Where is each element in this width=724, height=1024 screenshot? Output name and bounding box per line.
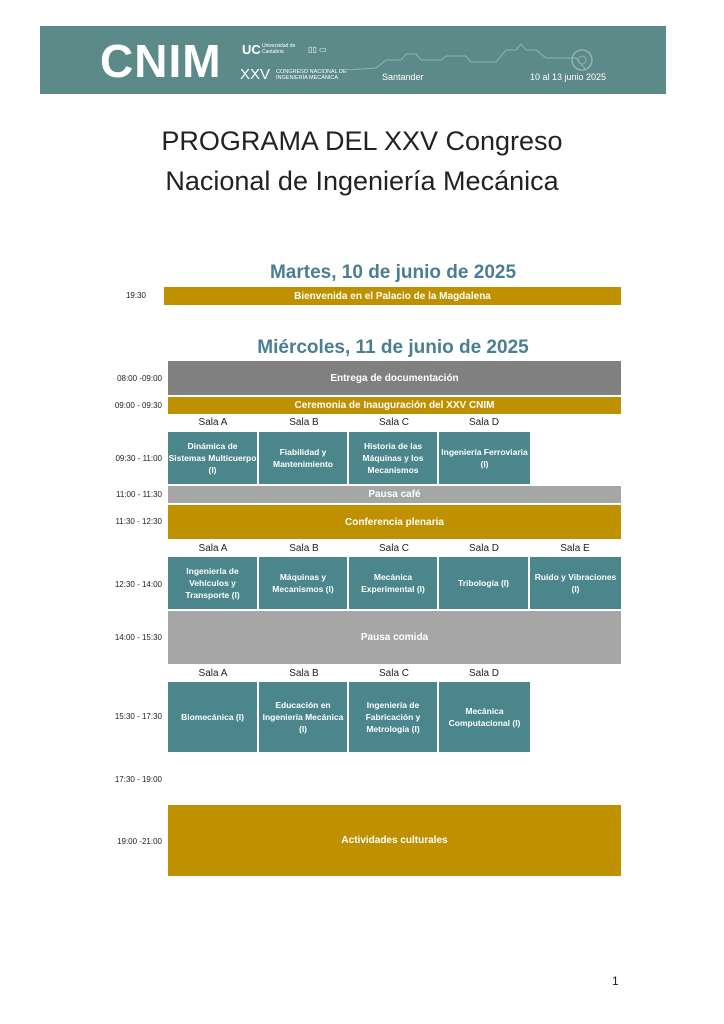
sala-c-label: Sala C <box>378 543 409 554</box>
city-label: Santander <box>382 72 424 82</box>
time-1130: 11:30 - 12:30 <box>115 517 162 526</box>
day1-title: Martes, 10 de junio de 2025 <box>269 262 517 283</box>
time-0800: 08:00 -09:00 <box>117 374 162 383</box>
time-1400: 14:00 - 15:30 <box>114 633 162 642</box>
session3-sala-c: Ingeniería de Fabricación y Metrología (I) <box>349 682 437 752</box>
sala-d-label: Sala D <box>468 543 499 554</box>
time-0930: 09:30 - 11:00 <box>115 454 162 463</box>
sala-c-label: Sala C <box>378 668 409 679</box>
time-1530: 15:30 - 17:30 <box>114 712 162 721</box>
sala-d-label: Sala D <box>468 417 499 428</box>
sala-a-label: Sala A <box>198 668 228 679</box>
session1-sala-b: Fiabilidad y Mantenimiento <box>259 432 347 484</box>
session1-sala-c: Historia de las Máquinas y los Mecanismos <box>349 432 437 484</box>
congress-label: CONGRESO NACIONAL DE INGENIERÍA MECÁNICA <box>276 69 347 81</box>
event-registration: Entrega de documentación <box>168 361 621 395</box>
session3-sala-b: Educación en Ingeniería Mecánica (I) <box>259 682 347 752</box>
time-1100: 11:00 - 11:30 <box>116 490 162 499</box>
sala-a-label: Sala A <box>198 543 228 554</box>
sala-b-label: Sala B <box>289 543 319 554</box>
session1-sala-a: Dinámica de Sistemas Multicuerpo (I) <box>168 432 257 484</box>
session2-sala-e: Ruido y Vibraciones (I) <box>530 557 621 609</box>
session2-sala-b: Máquinas y Mecanismos (I) <box>259 557 347 609</box>
page-title-line2: Nacional de Ingeniería Mecánica <box>165 166 559 196</box>
page-title-line1: PROGRAMA DEL XXV Congreso <box>161 126 563 156</box>
partner-logos-icon: ▯▯ ▭ <box>308 45 327 54</box>
time-1230: 12:30 - 14:00 <box>114 580 162 589</box>
page-number: 1 <box>612 974 619 988</box>
time-0900: 09:00 - 09:30 <box>114 401 162 410</box>
event-cultural-activities: Actividades culturales <box>168 805 621 876</box>
uc-logo: UC <box>242 42 261 57</box>
sala-b-label: Sala B <box>289 417 319 428</box>
sala-d-label: Sala D <box>468 668 499 679</box>
cnim-logo: CNIM <box>100 35 222 87</box>
dates-label: 10 al 13 junio 2025 <box>530 72 607 82</box>
day1-time: 19:30 <box>125 291 146 300</box>
sala-e-label: Sala E <box>560 543 590 554</box>
event-opening-ceremony: Ceremonia de Inauguración del XXV CNIM <box>168 397 621 414</box>
session3-sala-a: Biomecánica (I) <box>168 682 257 752</box>
sala-b-label: Sala B <box>289 668 319 679</box>
sala-c-label: Sala C <box>378 417 409 428</box>
event-plenary: Conferencia plenaria <box>168 505 621 539</box>
event-lunch-break: Pausa comida <box>168 611 621 664</box>
session1-sala-d: Ingeniería Ferroviaria (I) <box>439 432 530 484</box>
event-coffee-break: Pausa café <box>168 486 621 503</box>
edition-label: XXV <box>240 66 271 83</box>
session2-sala-c: Mecánica Experimental (I) <box>349 557 437 609</box>
sala-a-label: Sala A <box>198 417 228 428</box>
day1-welcome-event: Bienvenida en el Palacio de la Magdalena <box>164 287 621 305</box>
session2-sala-a: Ingeniería de Vehículos y Transporte (I) <box>168 557 257 609</box>
header-banner <box>40 26 666 94</box>
time-1900: 19:00 -21:00 <box>117 837 162 846</box>
time-1730: 17:30 - 19:00 <box>114 775 162 784</box>
day2-title: Miércoles, 11 de junio de 2025 <box>257 337 529 358</box>
uc-subtitle: Universidad de Cantabria <box>262 43 296 55</box>
session2-sala-d: Tribología (I) <box>439 557 528 609</box>
session3-sala-d: Mecánica Computacional (I) <box>439 682 530 752</box>
